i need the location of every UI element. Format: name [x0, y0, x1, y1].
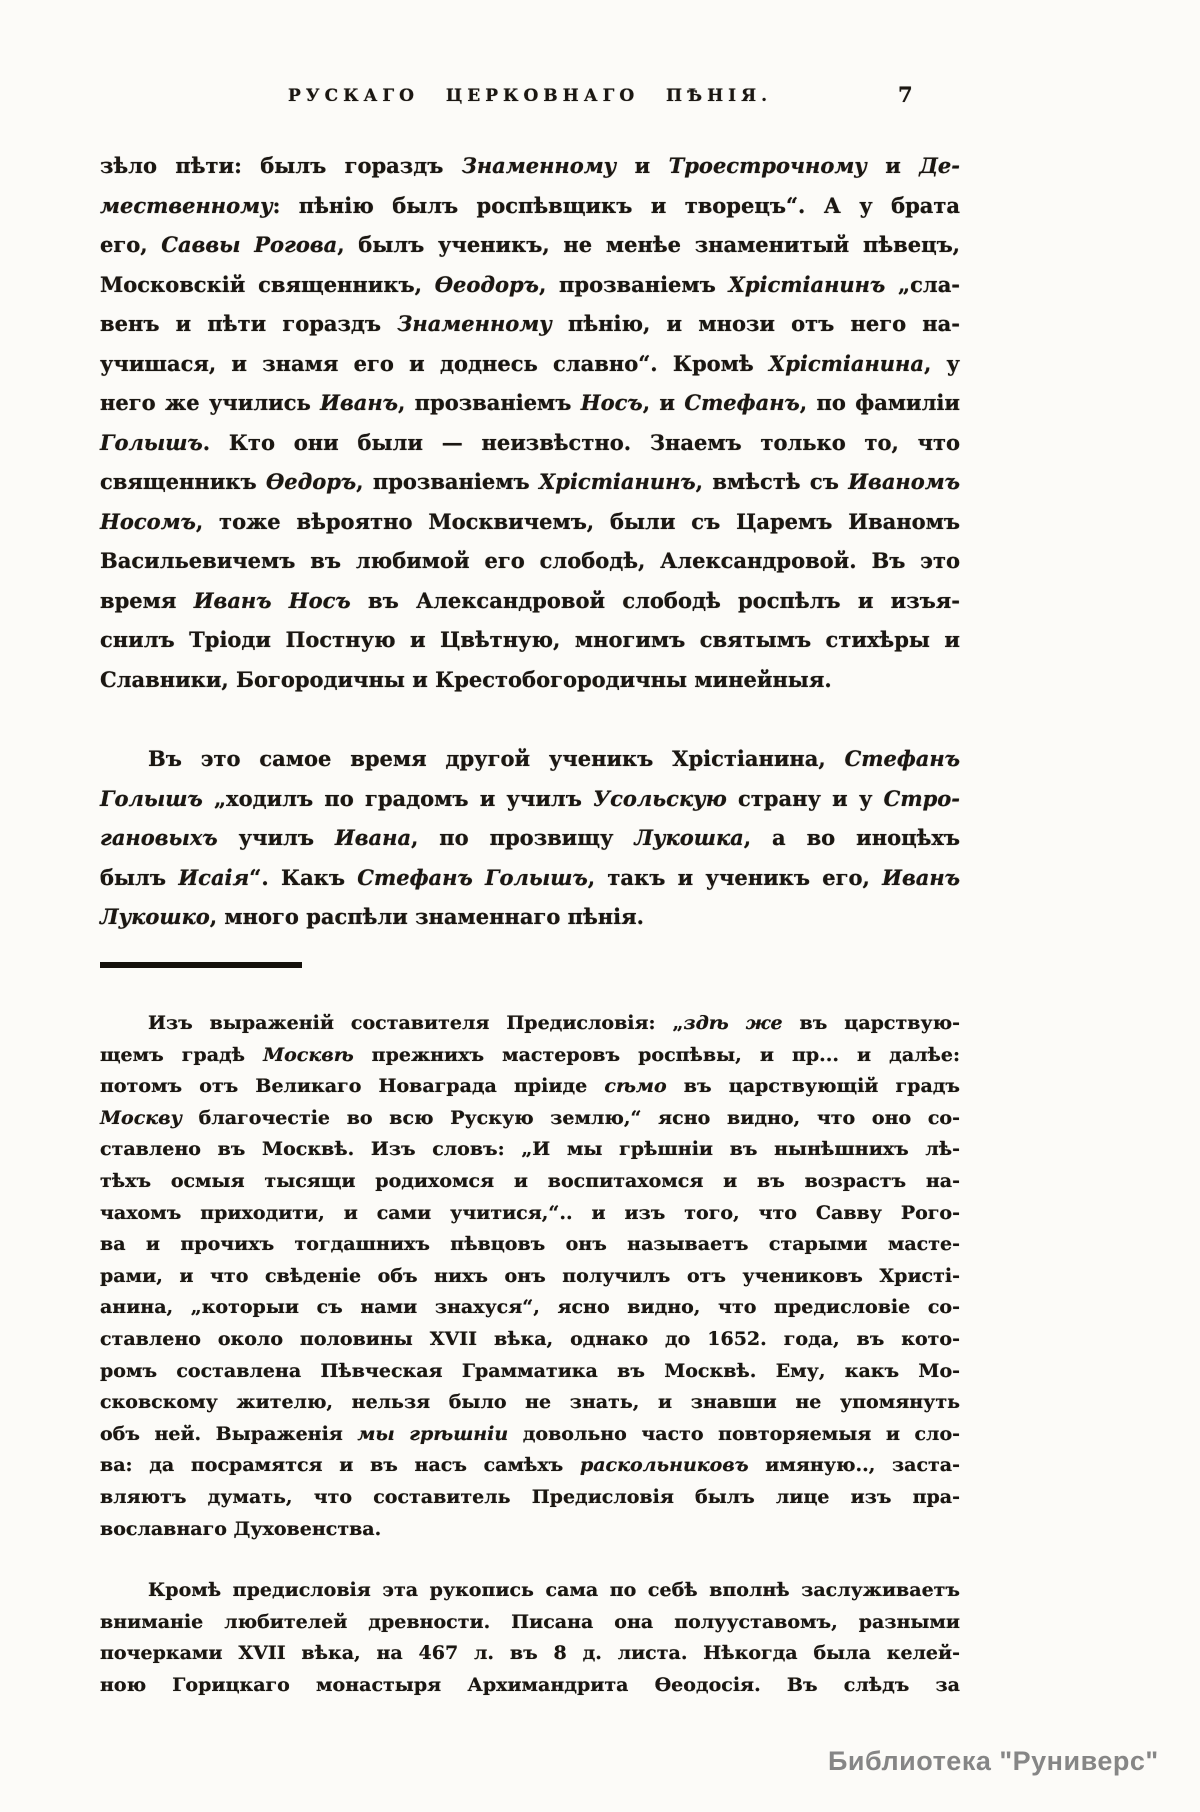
text-line [100, 739, 960, 779]
text-segment: почерками XVII вѣка, на 467 л. въ 8 д. листа. Нѣкогда была келей- [100, 1642, 960, 1665]
text-segment: въ царствующій градъ [666, 1075, 960, 1098]
text-segment: , тоже вѣроятно Москвичемъ, были съ Царемъ Иваномъ [195, 508, 960, 534]
text-segment: , вмѣстѣ съ [695, 469, 849, 494]
text-segment: анина, „которыи съ нами знахуся“, ясно видно, что предисловіе со- [100, 1296, 960, 1319]
text-line [100, 1482, 960, 1514]
text-segment: , былъ ученикъ, не менѣе знаменитый пѣвецъ, [337, 232, 960, 257]
text-segment: учишася, и знамя его и доднесь славно“. Кромѣ [100, 350, 769, 376]
text-segment: благочестіе во всю Рускую землю,“ ясно видно, что оно со- [181, 1106, 960, 1129]
text-line [100, 1670, 960, 1702]
text-segment: потомъ отъ Великаго Новаграда пріиде [100, 1075, 605, 1098]
italic-text-segment: раскольниковъ [579, 1454, 749, 1477]
text-line [100, 660, 960, 700]
italic-text-segment: Лукошко [100, 904, 210, 929]
text-segment: вляютъ думать, что составитель Предисловія былъ лице изъ пра- [100, 1485, 960, 1508]
text-segment: и [866, 153, 920, 178]
running-head: РУСКАГО ЦЕРКОВНАГО ПѢНІЯ. [287, 86, 772, 106]
text-segment: Васильевичемъ въ любимой его слободѣ, Александровой. Въ это [100, 548, 960, 573]
italic-text-segment: Хрістіанинъ [728, 271, 886, 297]
text-line [100, 620, 960, 660]
text-segment: Славники, Богородичны и Крестобогородичны минейныя. [100, 666, 832, 692]
text-line [100, 1229, 960, 1261]
text-line [100, 1261, 960, 1293]
text-line [100, 1008, 960, 1040]
text-segment: зѣло пѣти: былъ гораздъ [100, 153, 462, 178]
text-segment: Изъ выраженій составителя Предисловія: „ [148, 1012, 684, 1034]
text-segment: училъ [217, 825, 335, 850]
text-line [100, 383, 960, 423]
text-segment: священникъ [100, 469, 266, 494]
text-line [100, 502, 960, 542]
text-segment: „сла- [885, 271, 961, 297]
text-line [100, 1387, 960, 1419]
text-line [100, 304, 960, 344]
italic-text-segment: Ѳедоръ [265, 469, 357, 494]
text-line [100, 818, 960, 858]
italic-text-segment: мы грѣшніи [357, 1422, 509, 1445]
text-segment: вославнаго Духовенства. [100, 1517, 382, 1540]
text-line [100, 779, 960, 819]
text-segment: его, [100, 232, 162, 257]
footnote-divider [100, 962, 302, 968]
text-segment: рами, и что свѣденіе объ нихъ онъ получилъ отъ учениковъ Христі- [100, 1264, 960, 1287]
italic-text-segment: Усольскую [593, 785, 727, 811]
text-segment: ною Горицкаго монастыря Архимандрита Ѳеодосія. Въ слѣдъ за [100, 1673, 960, 1696]
italic-text-segment: Иванъ Носъ [193, 587, 351, 613]
text-segment: , прозваніемъ [397, 390, 581, 415]
text-line [100, 541, 960, 581]
text-segment: , по фамиліи [799, 390, 960, 415]
text-line [100, 1450, 960, 1482]
italic-text-segment: Хрістіанинъ [538, 469, 696, 494]
text-segment: . Кто они были — неизвѣстно. Знаемъ только то, что [202, 429, 960, 455]
text-line [100, 1514, 960, 1546]
text-line [100, 581, 960, 621]
paragraph [100, 146, 960, 699]
italic-text-segment: гановыхъ [100, 825, 218, 850]
text-segment: и [616, 153, 669, 178]
text-segment: сковскому жителю, нельзя было не знать, и знавши не упомянуть [100, 1391, 960, 1414]
text-line [100, 1607, 960, 1639]
body-text [100, 146, 960, 937]
text-segment: щемъ градѣ [100, 1043, 264, 1066]
text-segment: Въ это самое время другой ученикъ Хрістіанина, [148, 746, 845, 771]
text-line [100, 1071, 960, 1103]
text-segment: чахомъ приходити, и сами учитися,“.. и изъ того, что Савву Рого- [100, 1201, 960, 1224]
text-segment: , по прозвищу [411, 825, 635, 850]
text-segment: Московскій священникъ, [100, 271, 435, 297]
text-segment: ва: да посрамятся и въ насъ самѣхъ [100, 1454, 580, 1477]
italic-text-segment: мественному [100, 192, 273, 218]
text-segment: венъ и пѣти гораздъ [100, 311, 398, 336]
text-line [100, 1638, 960, 1670]
italic-text-segment: Носомъ [100, 508, 196, 534]
paragraph [100, 739, 960, 937]
text-line [100, 1103, 960, 1135]
text-line [100, 1198, 960, 1230]
italic-text-segment: Саввы Рогова [161, 232, 338, 257]
text-line [100, 344, 960, 384]
text-line [100, 146, 960, 186]
italic-text-segment: Иванъ [882, 864, 960, 890]
library-watermark: Библиотека "Руниверс" [828, 1746, 1159, 1776]
text-line [100, 462, 960, 502]
text-segment: въ Александровой слободѣ роспѣлъ и изъя- [350, 587, 960, 613]
text-segment: ставлено въ Москвѣ. Изъ словъ: „И мы грѣшніи въ нынѣшнихъ лѣ- [100, 1138, 960, 1161]
italic-text-segment: Знаменному [397, 311, 552, 336]
italic-text-segment: Знаменному [461, 153, 617, 178]
text-line [100, 1166, 960, 1198]
text-line [100, 1134, 960, 1166]
italic-text-segment: Ѳеодоръ [434, 271, 539, 297]
text-segment: объ ней. Выраженія [100, 1422, 358, 1445]
text-segment: Кромѣ предисловія эта рукопись сама по себѣ вполнѣ заслуживаетъ [148, 1579, 960, 1602]
text-line [100, 1356, 960, 1388]
italic-text-segment: Голышъ [100, 785, 203, 811]
text-segment: , прозваніемъ [356, 469, 539, 494]
text-segment: , прозваніемъ [538, 271, 729, 297]
italic-text-segment: Хрістіанина [768, 350, 924, 376]
text-segment: страну и у [726, 785, 884, 811]
text-segment: него же учились [100, 390, 321, 415]
text-line [100, 186, 960, 226]
italic-text-segment: Стефанъ [844, 746, 960, 771]
italic-text-segment: Стефанъ Голышъ [357, 864, 588, 890]
text-segment: , много распѣли знаменнаго пѣнія. [209, 904, 644, 929]
text-segment: тѣхъ осмыя тысящи родихомся и воспитахомся и въ возрастъ на- [100, 1169, 960, 1192]
italic-text-segment: Москвѣ [263, 1043, 354, 1066]
italic-text-segment: Троестрочному [668, 153, 867, 178]
italic-text-segment: Иваномъ [848, 469, 960, 494]
text-line [100, 1324, 960, 1356]
italic-text-segment: Стефанъ [684, 390, 800, 415]
text-segment: “. Какъ [249, 864, 358, 890]
text-segment: имяную.., заста- [748, 1454, 960, 1477]
text-segment: вниманіе любителей древности. Писана она полууставомъ, разными [100, 1610, 960, 1633]
text-segment: : пѣнію былъ роспѣвщикъ и творецъ“. А у брата [272, 192, 960, 218]
footnote-text [100, 1008, 960, 1701]
text-line [100, 225, 960, 265]
italic-text-segment: Исаія [178, 864, 250, 890]
text-segment: въ царствую- [782, 1012, 961, 1034]
text-segment: былъ [100, 864, 179, 890]
text-segment: , и [642, 390, 685, 415]
text-segment: , такъ и ученикъ его, [587, 864, 883, 890]
paragraph [100, 1008, 960, 1545]
text-line [100, 858, 960, 898]
page-number: 7 [898, 82, 913, 107]
text-line [100, 1040, 960, 1072]
italic-text-segment: Иванъ [320, 390, 398, 415]
text-line [100, 265, 960, 305]
text-segment: довольно часто повторяемыя и сло- [508, 1422, 961, 1445]
italic-text-segment: Лукошка [634, 825, 744, 850]
text-segment: , у [923, 350, 960, 376]
text-segment: прежнихъ мастеровъ роспѣвы, и пр... и далѣе: [353, 1043, 961, 1066]
text-line [100, 897, 960, 937]
italic-text-segment: сѣмо [604, 1075, 667, 1098]
text-line [100, 1575, 960, 1607]
paragraph [100, 1575, 960, 1701]
text-segment: время [100, 587, 194, 613]
italic-text-segment: Де- [919, 153, 960, 178]
text-segment: ромъ составлена Пѣвческая Грамматика въ Москвѣ. Ему, какъ Мо- [100, 1359, 960, 1382]
text-segment: „ходилъ по градомъ и училъ [202, 785, 594, 811]
text-segment: пѣнію, и мнози отъ него на- [551, 311, 960, 336]
italic-text-segment: Стро- [883, 785, 961, 811]
italic-text-segment: здѣ же [683, 1012, 783, 1034]
text-segment: ва и прочихъ тогдашнихъ пѣвцовъ онъ называетъ старыми масте- [100, 1233, 960, 1256]
text-segment: , а во иноцѣхъ [743, 825, 960, 850]
text-segment: снилъ Тріоди Постную и Цвѣтную, многимъ святымъ стихѣры и [100, 627, 960, 652]
text-segment: ставлено около половины XVII вѣка, однако до 1652. года, въ кото- [100, 1327, 960, 1350]
italic-text-segment: Ивана [334, 825, 412, 850]
text-line [100, 1292, 960, 1324]
italic-text-segment: Голышъ [100, 429, 203, 455]
text-line [100, 1419, 960, 1451]
italic-text-segment: Носъ [580, 390, 643, 415]
text-line [100, 423, 960, 463]
italic-text-segment: Москву [100, 1106, 182, 1129]
